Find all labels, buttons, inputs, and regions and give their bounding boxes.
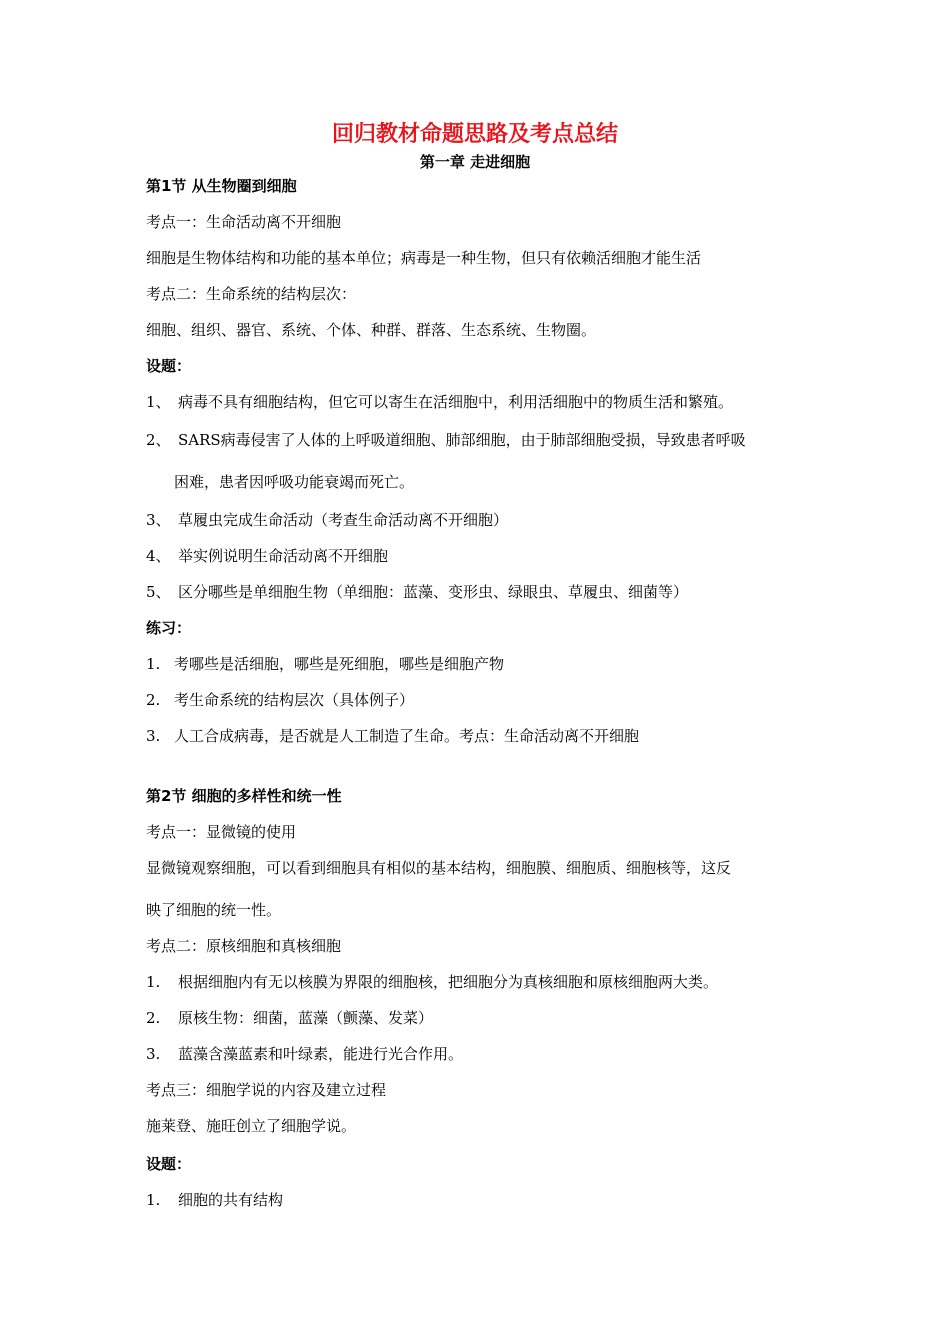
list-text: 原核生物：细菌，蓝藻（颤藻、发菜） <box>178 1009 434 1027</box>
list-text: 蓝藻含藻蓝素和叶绿素，能进行光合作用。 <box>178 1045 464 1063</box>
s1-question-label: 设题： <box>146 357 192 375</box>
list-number: 1. <box>146 973 161 991</box>
list-number: 2. <box>146 1009 161 1027</box>
document-body <box>146 175 826 1211</box>
s1-question-2 <box>146 429 826 451</box>
list-text: 细胞的共有结构 <box>178 1191 284 1209</box>
s2-kp2-title: 考点二：原核细胞和真核细胞 <box>146 937 342 955</box>
list-number: 3. <box>146 727 161 745</box>
list-text: 病毒不具有细胞结构，但它可以寄生在活细胞中，利用活细胞中的物质生活和繁殖。 <box>178 393 734 411</box>
s2-kp1-text-1: 显微镜观察细胞，可以看到细胞具有相似的基本结构，细胞膜、细胞质、细胞核等，这反 <box>146 859 732 877</box>
s1-question-5 <box>146 581 826 603</box>
list-text: 人工合成病毒，是否就是人工制造了生命。考点：生命活动离不开细胞 <box>174 727 640 745</box>
list-number: 2. <box>146 691 161 709</box>
list-number: 3. <box>146 1045 161 1063</box>
list-text: 根据细胞内有无以核膜为界限的细胞核，把细胞分为真核细胞和原核细胞两大类。 <box>178 973 719 991</box>
s1-kp2-title: 考点二：生命系统的结构层次： <box>146 285 357 303</box>
s1-kp1-title: 考点一：生命活动离不开细胞 <box>146 213 342 231</box>
list-text: 考哪些是活细胞，哪些是死细胞，哪些是细胞产物 <box>174 655 505 673</box>
list-number: 4、 <box>146 547 171 565</box>
s1-exercise-3 <box>146 725 826 747</box>
list-number: 2、 <box>146 431 171 449</box>
s2-kp1-title: 考点一：显微镜的使用 <box>146 823 297 841</box>
section1-heading: 第1节 从生物圈到细胞 <box>146 177 297 195</box>
s2-kp3-text: 施莱登、施旺创立了细胞学说。 <box>146 1117 357 1135</box>
s1-question-3 <box>146 509 826 531</box>
s2-kp2-item-1 <box>146 971 826 993</box>
s1-exercise-2 <box>146 689 826 711</box>
list-text: 区分哪些是单细胞生物（单细胞：蓝藻、变形虫、绿眼虫、草履虫、细菌等） <box>178 583 689 601</box>
list-text: SARS病毒侵害了人体的上呼吸道细胞、肺部细胞，由于肺部细胞受损，导致患者呼吸 <box>178 431 746 449</box>
list-number: 1. <box>146 655 161 673</box>
list-number: 1. <box>146 1191 161 1209</box>
s2-kp3-title: 考点三：细胞学说的内容及建立过程 <box>146 1081 387 1099</box>
s1-exercise-label: 练习： <box>146 619 192 637</box>
s1-exercise-1 <box>146 653 826 675</box>
document-title: 回归教材命题思路及考点总结 <box>331 122 618 147</box>
list-text: 考生命系统的结构层次（具体例子） <box>174 691 415 709</box>
chapter-heading: 第一章 走进细胞 <box>419 153 531 171</box>
s2-question-label: 设题： <box>146 1155 192 1173</box>
s1-kp1-text: 细胞是生物体结构和功能的基本单位；病毒是一种生物，但只有依赖活细胞才能生活 <box>146 249 702 267</box>
s1-question-1 <box>146 391 826 413</box>
s2-kp1-text-2: 映了细胞的统一性。 <box>146 901 282 919</box>
list-number: 3、 <box>146 511 171 529</box>
s1-kp2-text: 细胞、组织、器官、系统、个体、种群、群落、生态系统、生物圈。 <box>146 321 597 339</box>
section2-heading: 第2节 细胞的多样性和统一性 <box>146 787 342 805</box>
s2-kp2-item-3 <box>146 1043 826 1065</box>
s1-question-4 <box>146 545 826 567</box>
s1-question-2-cont: 困难，患者因呼吸功能衰竭而死亡。 <box>174 473 415 491</box>
list-text: 草履虫完成生命活动（考查生命活动离不开细胞） <box>178 511 509 529</box>
list-text: 举实例说明生命活动离不开细胞 <box>178 547 389 565</box>
s2-question-1 <box>146 1189 826 1211</box>
list-number: 1、 <box>146 393 171 411</box>
list-number: 5、 <box>146 583 171 601</box>
s2-kp2-item-2 <box>146 1007 826 1029</box>
